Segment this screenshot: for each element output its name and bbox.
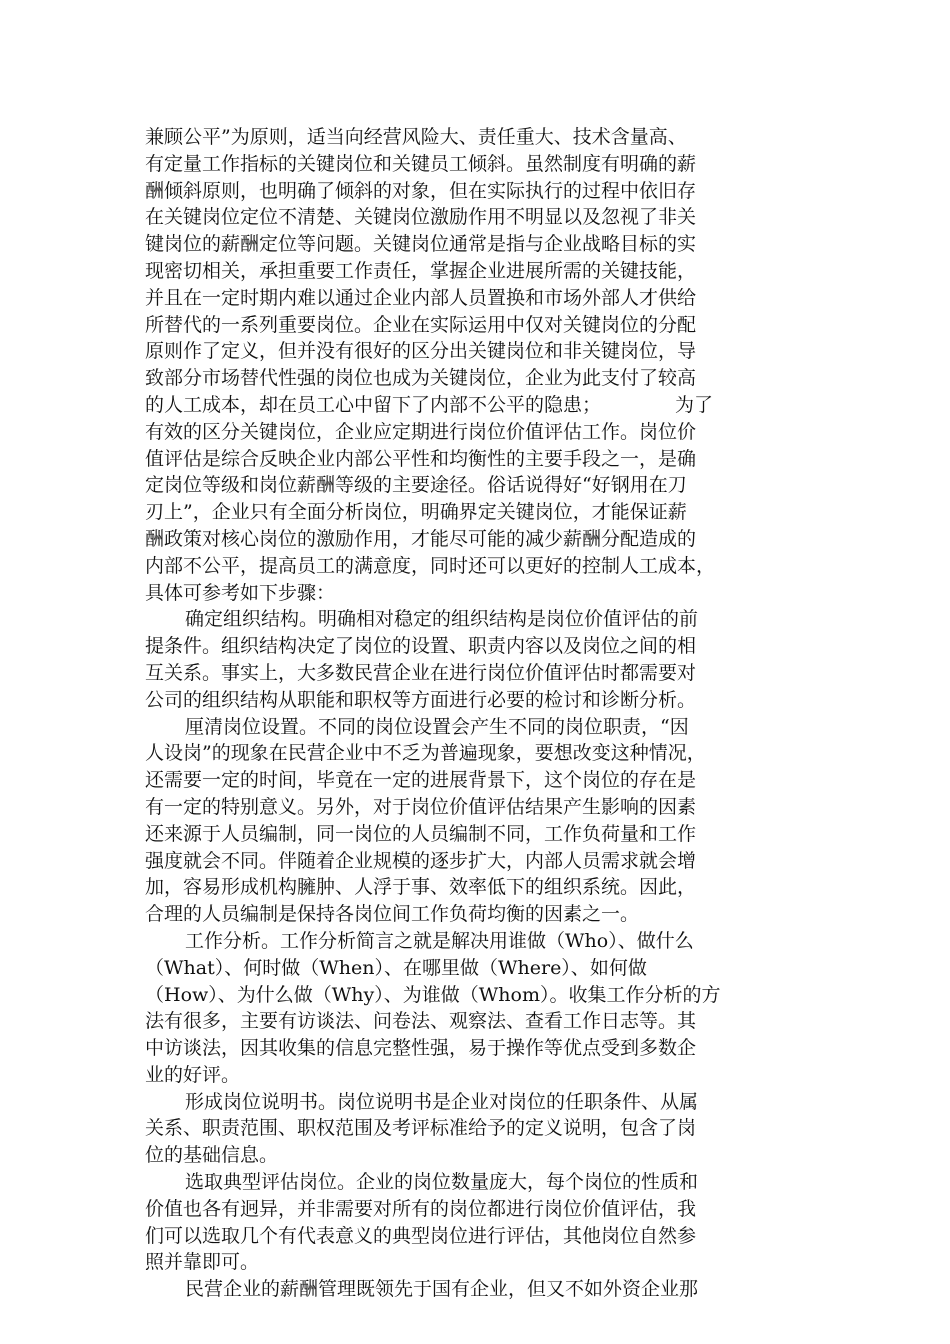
text-line: 兼顾公平”为原则，适当向经营风险大、责任重大、技术含量高、 <box>145 126 687 148</box>
paragraph-start-line: 厘清岗位设置。不同的岗位设置会产生不同的岗位职责，“因 <box>185 715 689 738</box>
text-line: 刃上”，企业只有全面分析岗位，明确界定关键岗位，才能保证薪 <box>145 501 687 524</box>
text-line: 互关系。事实上，大多数民营企业在进行岗位价值评估时都需要对 <box>145 661 697 684</box>
text-line: 致部分市场替代性强的岗位也成为关键岗位，企业为此支付了较高 <box>145 367 697 390</box>
text-line: 还需要一定的时间，毕竟在一定的进展背景下，这个岗位的存在是 <box>145 769 697 792</box>
text-line: 所替代的一系列重要岗位。企业在实际运用中仅对关键岗位的分配 <box>145 313 697 336</box>
text-segment: 的人工成本，却在员工心中留下了内部不公平的隐患； <box>145 393 602 416</box>
text-line: 照并靠即可。 <box>145 1251 260 1274</box>
paragraph-start-line: 民营企业的薪酬管理既领先于国有企业，但又不如外资企业那 <box>185 1278 699 1301</box>
text-line: 位的基础信息。 <box>145 1144 279 1167</box>
paragraph-start-line: 选取典型评估岗位。企业的岗位数量庞大，每个岗位的性质和 <box>185 1171 699 1194</box>
text-line: 键岗位的薪酬定位等问题。关键岗位通常是指与企业战略目标的实 <box>145 233 697 256</box>
text-line: 定岗位等级和岗位薪酬等级的主要途径。俗话说得好“好钢用在刀 <box>145 474 687 497</box>
text-line: 还来源于人员编制，同一岗位的人员编制不同，工作负荷量和工作 <box>145 822 697 845</box>
text-line: 业的好评。 <box>145 1063 241 1086</box>
text-line: 人设岗”的现象在民营企业中不乏为普遍现象，要想改变这种情况， <box>145 742 706 765</box>
text-line: 合理的人员编制是保持各岗位间工作负荷均衡的因素之一。 <box>145 903 640 926</box>
text-line: 有一定的特别意义。另外，对于岗位价值评估结果产生影响的因素 <box>145 795 697 818</box>
text-line: 内部不公平，提高员工的满意度，同时还可以更好的控制人工成本， <box>145 554 716 577</box>
text-line: 在关键岗位定位不清楚、关键岗位激励作用不明显以及忽视了非关 <box>145 206 697 229</box>
text-line: 中访谈法，因其收集的信息完整性强，易于操作等优点受到多数企 <box>145 1037 697 1060</box>
text-line: 值评估是综合反映企业内部公平性和均衡性的主要手段之一，是确 <box>145 447 697 470</box>
text-line: 加，容易形成机构臃肿、人浮于事、效率低下的组织系统。因此， <box>145 876 697 899</box>
text-line: 有定量工作指标的关键岗位和关键员工倾斜。虽然制度有明确的薪 <box>145 152 697 175</box>
text-line: 公司的组织结构从职能和职权等方面进行必要的检讨和诊断分析。 <box>145 688 697 711</box>
text-line: 关系、职责范围、职权范围及考评标准给予的定义说明，包含了岗 <box>145 1117 697 1140</box>
document-body <box>145 124 805 1303</box>
text-line: 强度就会不同。伴随着企业规模的逐步扩大，内部人员需求就会增 <box>145 849 697 872</box>
text-line: （How）、为什么做（Why）、为谁做（Whom）。收集工作分析的方 <box>145 983 721 1006</box>
text-line: （What）、何时做（When）、在哪里做（Where）、如何做 <box>145 956 647 979</box>
text-line: 提条件。组织结构决定了岗位的设置、职责内容以及岗位之间的相 <box>145 635 697 658</box>
text-line: 原则作了定义，但并没有很好的区分出关键岗位和非关键岗位，导 <box>145 340 697 363</box>
text-line: 们可以选取几个有代表意义的典型岗位进行评估，其他岗位自然参 <box>145 1224 697 1247</box>
text-line: 酬倾斜原则，也明确了倾斜的对象，但在实际执行的过程中依旧存 <box>145 179 697 202</box>
text-line: 价值也各有迥异，并非需要对所有的岗位都进行岗位价值评估，我 <box>145 1197 697 1220</box>
text-line: 具体可参考如下步骤： <box>145 581 336 604</box>
paragraph-start-line: 确定组织结构。明确相对稳定的组织结构是岗位价值评估的前 <box>185 608 699 631</box>
paragraph-start-line: 形成岗位说明书。岗位说明书是企业对岗位的任职条件、从属 <box>185 1090 699 1113</box>
text-line: 有效的区分关键岗位，企业应定期进行岗位价值评估工作。岗位价 <box>145 420 697 443</box>
text-line: 酬政策对核心岗位的激励作用，才能尽可能的减少薪酬分配造成的 <box>145 527 697 550</box>
text-line: 法有很多，主要有访谈法、问卷法、观察法、查看工作日志等。其 <box>145 1010 697 1033</box>
text-segment: 为了 <box>675 393 714 416</box>
paragraph-start-line: 工作分析。工作分析简言之就是解决用谁做（Who）、做什么 <box>185 929 694 952</box>
text-line: 现密切相关，承担重要工作责任，掌握企业进展所需的关键技能， <box>145 259 697 282</box>
text-line: 并且在一定时期内难以通过企业内部人员置换和市场外部人才供给 <box>145 286 697 309</box>
text-line <box>145 392 805 419</box>
